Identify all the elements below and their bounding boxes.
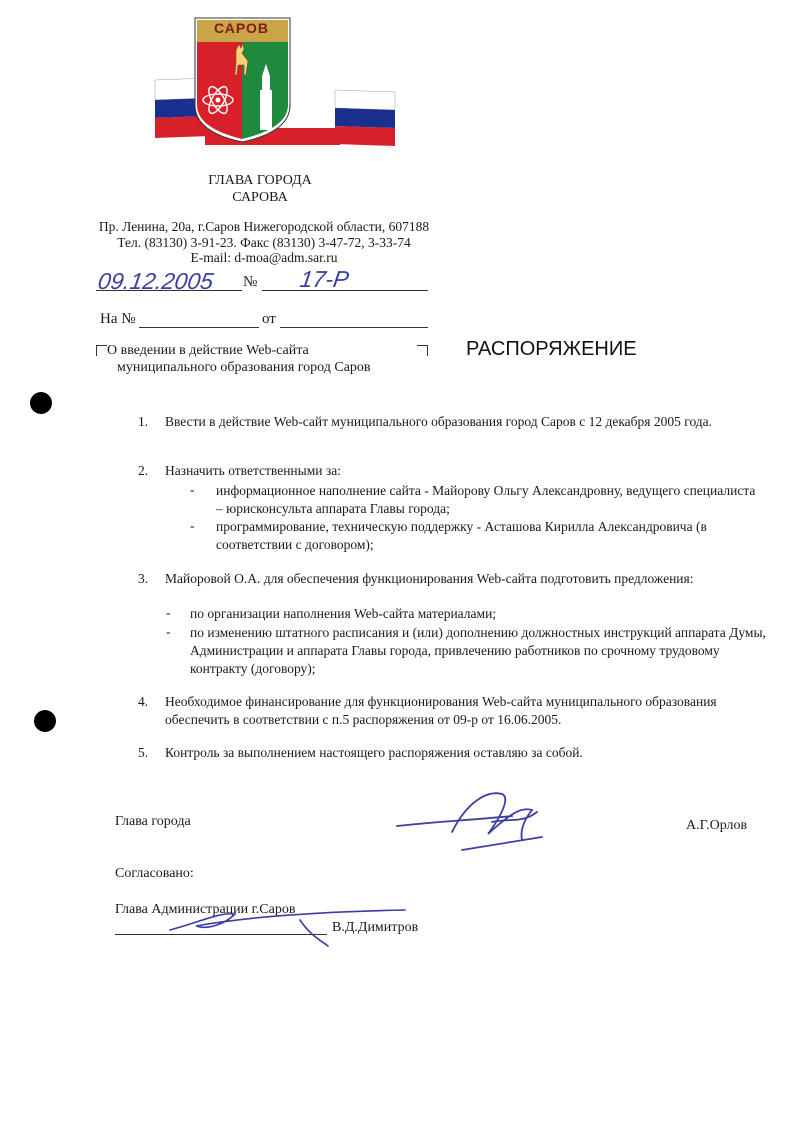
list-dash: - bbox=[166, 624, 171, 639]
address-line: Пр. Ленина, 20а, г.Саров Нижегородской области, 607188 bbox=[98, 219, 430, 234]
list-item-content-proposal: по организации наполнения Web-сайта материалами; bbox=[190, 606, 497, 621]
reference-from-underline bbox=[280, 327, 428, 328]
agreed-label: Согласовано: bbox=[115, 866, 194, 881]
email-line: E-mail: d-moa@adm.sar.ru bbox=[190, 250, 338, 265]
number-sign: № bbox=[243, 274, 258, 290]
punch-hole-bottom bbox=[34, 710, 56, 732]
list-item-staffing-proposal: по изменению штатного расписания и (или) дополнению должностных инструкций аппарата Думы, Администрации и аппарата Главы города, привлечению работников по срочному трудовому контракту (договору); bbox=[190, 625, 766, 676]
reference-underline bbox=[139, 327, 259, 328]
head-of-city-label: Глава города bbox=[115, 814, 191, 829]
item-text: Назначить ответственными за: bbox=[165, 463, 341, 478]
head-signature bbox=[392, 782, 562, 862]
admin-head-label: Глава Администрации г.Саров bbox=[115, 902, 296, 917]
reference-label: На № bbox=[100, 311, 136, 327]
punch-hole-top bbox=[30, 392, 52, 414]
subject-line1: О введении в действие Web-сайта bbox=[107, 343, 309, 358]
admin-head-name: В.Д.Димитров bbox=[332, 920, 419, 935]
list-item-programming-responsible: программирование, техническую поддержку - Асташова Кирилла Александровича (в соответствии с договором); bbox=[216, 519, 707, 552]
document-type-title: РАСПОРЯЖЕНИЕ bbox=[466, 338, 637, 360]
phone-fax-line: Тел. (83130) 3-91-23. Факс (83130) 3-47-72, 3-33-74 bbox=[117, 235, 411, 250]
head-of-city-name: А.Г.Орлов bbox=[686, 818, 748, 833]
item-text: Ввести в действие Web-сайт муниципального образования город Саров с 12 декабря 2005 года. bbox=[165, 414, 713, 429]
subject-corner-right bbox=[417, 345, 428, 356]
list-item-content-responsible: информационное наполнение сайта - Майорову Ольгу Александровну, ведущего специалиста – юрисконсульта аппарата Главы города; bbox=[216, 483, 756, 516]
subject-line2: муниципального образования город Саров bbox=[117, 360, 371, 375]
handwritten-number: 17-Р bbox=[298, 266, 351, 292]
handwritten-date: 09.12.2005 bbox=[96, 268, 216, 294]
list-dash: - bbox=[166, 605, 171, 620]
item-number: 1. bbox=[138, 414, 149, 429]
letterhead-title-line2: САРОВА bbox=[232, 190, 288, 205]
item-text: Майоровой О.А. для обеспечения функционирования Web-сайта подготовить предложения: bbox=[165, 571, 694, 586]
emblem-title: САРОВ bbox=[213, 20, 270, 36]
item-number: 5. bbox=[138, 745, 149, 760]
item-text: Контроль за выполнением настоящего распоряжения оставляю за собой. bbox=[165, 745, 583, 760]
item-number: 3. bbox=[138, 571, 149, 586]
list-dash: - bbox=[190, 482, 195, 497]
shield-icon bbox=[195, 18, 290, 142]
item-text: Необходимое финансирование для функционирования Web-сайта муниципального образования обеспечить в соответствии с п.5 распоряжения от 09-р от 16.06.2005. bbox=[165, 694, 717, 727]
reference-from-label: от bbox=[262, 311, 276, 327]
list-dash: - bbox=[190, 518, 195, 533]
letterhead-title-line1: ГЛАВА ГОРОДА bbox=[208, 173, 312, 188]
subject-corner-left bbox=[96, 345, 107, 356]
item-number: 2. bbox=[138, 463, 149, 478]
item-number: 4. bbox=[138, 694, 149, 709]
flag-right bbox=[335, 90, 395, 146]
